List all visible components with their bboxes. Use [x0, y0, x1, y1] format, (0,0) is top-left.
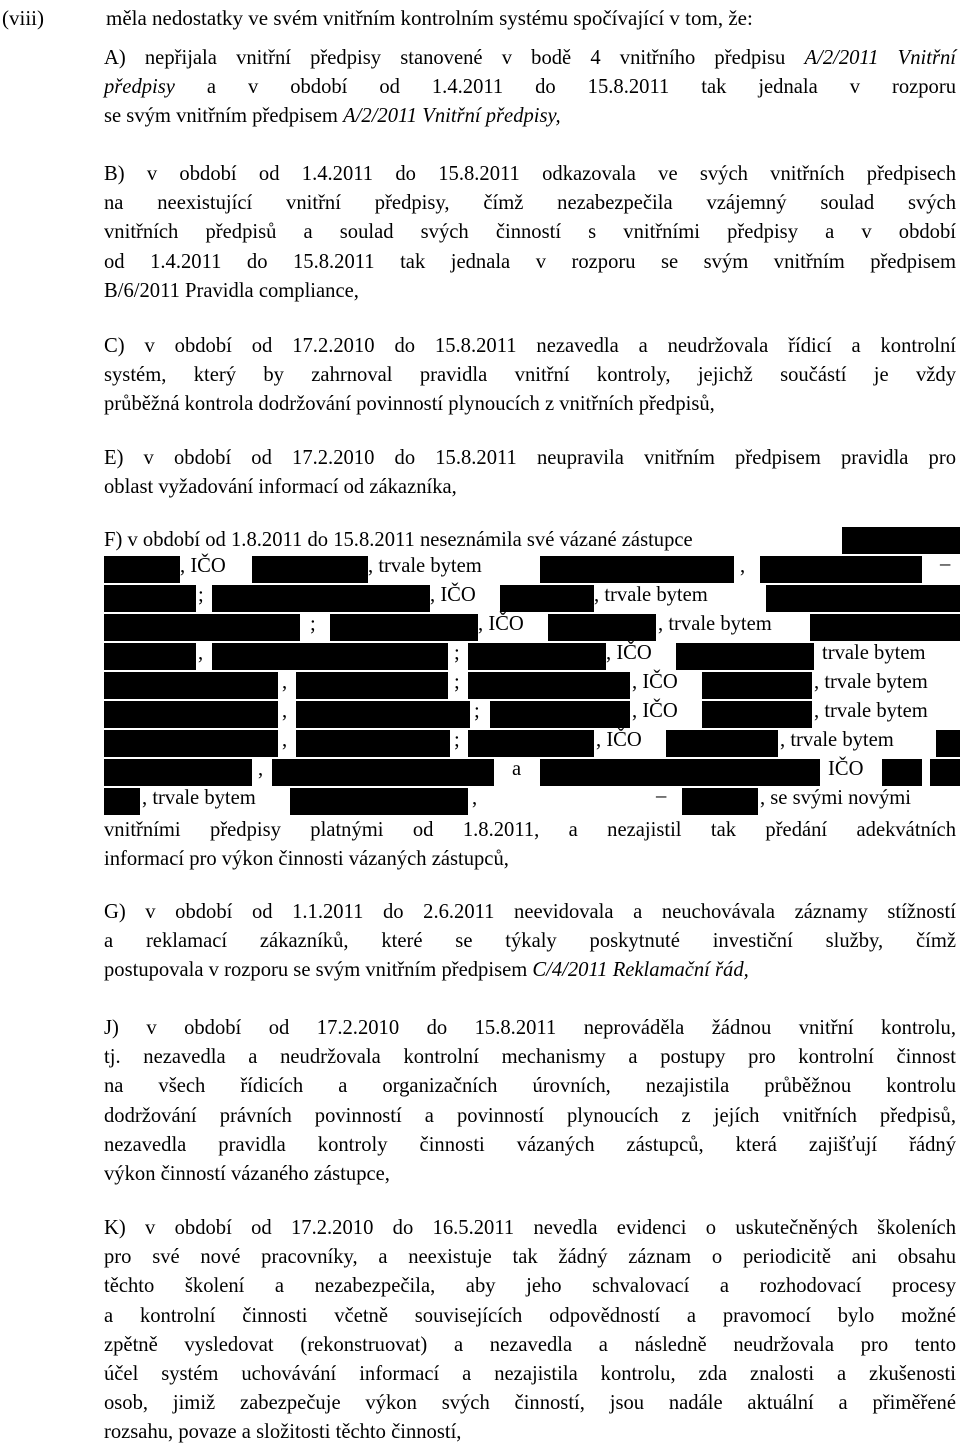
redaction-block — [296, 701, 470, 728]
redaction-block — [272, 759, 494, 786]
section-f-line-end-2: vnitřními předpisy platnými od 1.8.2011, a nezajistil tak předání adekvátních — [104, 819, 956, 841]
section-e-line-2: oblast vyžadování informací od zákazníka, — [104, 476, 457, 499]
redacted-line-7-trvale: , trvale bytem — [814, 700, 928, 722]
section-a-line-2: předpisy a v období od 1.4.2011 do 15.8.2011 tak jednala v rozporu — [104, 76, 956, 99]
section-a — [104, 44, 956, 132]
redaction-block — [290, 788, 468, 815]
section-k-line-8: rozsahu, povaze a složitosti těchto činností, — [104, 1421, 462, 1444]
redacted-line-9-ico: IČO — [828, 758, 864, 780]
redaction-block — [104, 614, 300, 641]
redaction-block — [540, 556, 734, 583]
redaction-block — [760, 556, 922, 583]
redacted-line-8-trvale: , trvale bytem — [780, 729, 894, 751]
redacted-line-5-semicolon: ; — [454, 642, 460, 664]
redaction-block — [212, 585, 430, 612]
section-f-tail — [104, 816, 956, 874]
redaction-block — [676, 643, 814, 670]
redacted-line-10-dash: – — [656, 785, 667, 807]
redaction-block — [212, 643, 448, 670]
redaction-block — [882, 759, 922, 786]
redaction-block — [104, 556, 180, 583]
redacted-line-2-ico: , IČO — [180, 555, 226, 577]
redaction-block — [296, 730, 450, 757]
redacted-line-10-trvale: , trvale bytem — [142, 787, 256, 809]
section-j-line-2: tj. nezavedla a neudržovala kontrolní mechanismy a postupy pro kontrolní činnost — [104, 1046, 956, 1069]
redaction-block — [468, 672, 630, 699]
redaction-block — [104, 585, 196, 612]
redacted-line-7-comma: , — [282, 700, 288, 722]
redacted-line-5-comma: , — [198, 642, 204, 664]
redaction-block — [810, 614, 960, 641]
intro-text: měla nedostatky ve svém vnitřním kontrolním systému spočívající v tom, že: — [106, 6, 753, 30]
section-a-line-3: se svým vnitřním předpisem A/2/2011 Vnitřní předpisy, — [104, 105, 561, 128]
redaction-block — [330, 614, 478, 641]
section-c-line-3: průběžná kontrola dodržování povinností plynoucích z vnitřních předpisů, — [104, 393, 715, 416]
redacted-line-7-semicolon: ; — [474, 700, 480, 722]
redaction-block — [702, 701, 812, 728]
redaction-block — [468, 730, 594, 757]
redaction-block — [540, 759, 820, 786]
redacted-line-4-trvale: , trvale bytem — [658, 613, 772, 635]
redacted-line-6-comma: , — [282, 671, 288, 693]
section-c — [104, 332, 956, 420]
redaction-block — [936, 730, 960, 757]
redaction-block — [104, 672, 278, 699]
section-j-line-4: dodržování právních povinností a povinností plynoucích z jejích vnitřních předpisů, — [104, 1104, 956, 1127]
section-k-line-2: pro své nové pracovníky, a neexistuje tak žádný záznam o periodicitě ani obsahu — [104, 1246, 956, 1269]
redaction-block — [252, 556, 368, 583]
section-k-line-1: K) v období od 17.2.2010 do 16.5.2011 nevedla evidenci o uskutečněných školeních — [104, 1217, 956, 1239]
section-b-line-3: vnitřních předpisů a soulad svých činností s vnitřními předpisy a v období — [104, 221, 956, 244]
section-f-line-end-3: informací pro výkon činnosti vázaných zástupců, — [104, 848, 509, 871]
section-g-line-1: G) v období od 1.1.2011 do 2.6.2011 neevidovala a neuchovávala záznamy stížností — [104, 901, 956, 923]
section-k-line-7: osob, jimiž zabezpečuje výkon svých činností, jsou nadále aktuální a přiměřené — [104, 1392, 956, 1415]
section-j-line-3: na všech řídicích a organizačních úrovních, nezajistila průběžnou kontrolu — [104, 1075, 956, 1098]
section-c-line-2: systém, který by zahrnoval pravidla vnitřní kontroly, jejichž součástí je vždy — [104, 364, 956, 387]
redaction-block — [104, 701, 278, 728]
redacted-line-6-semicolon: ; — [454, 671, 460, 693]
redaction-block — [842, 527, 960, 554]
section-b-line-4: od 1.4.2011 do 15.8.2011 tak jednala v rozporu se svým vnitřním předpisem — [104, 250, 956, 273]
section-b — [104, 160, 956, 306]
section-j-line-6: výkon činností vázaného zástupce, — [104, 1163, 390, 1186]
redaction-block — [468, 643, 606, 670]
redaction-block — [104, 643, 196, 670]
redaction-block — [682, 788, 758, 815]
section-k-line-3: těchto školení a nezabezpečila, aby jeho schvalovací a rozhodovací procesy — [104, 1275, 956, 1298]
redacted-line-4-semicolon: ; — [310, 613, 316, 635]
section-k-line-6: účel systém uchovávání informací a nezajistila kontrolu, zda znalosti a zkušenosti — [104, 1363, 956, 1386]
redacted-line-5-trvale: trvale bytem — [822, 642, 926, 664]
redacted-line-3-semicolon: ; — [198, 584, 204, 606]
section-e-line-1: E) v období od 17.2.2010 do 15.8.2011 neupravila vnitřním předpisem pravidla pro — [104, 447, 956, 469]
item-number: (viii) — [2, 6, 44, 30]
section-j-line-1: J) v období od 17.2.2010 do 15.8.2011 neprováděla žádnou vnitřní kontrolu, — [104, 1017, 956, 1039]
redacted-line-3-ico: , IČO — [430, 584, 476, 606]
redaction-block — [930, 759, 960, 786]
redacted-line-8-semicolon: ; — [454, 729, 460, 751]
section-f-line-1: F) v období od 1.8.2011 do 15.8.2011 neseznámila své vázané zástupce — [104, 529, 693, 551]
redacted-line-9-comma: , — [258, 758, 264, 780]
section-e — [104, 444, 956, 502]
redaction-block — [702, 672, 812, 699]
redaction-block — [666, 730, 778, 757]
section-c-line-1: C) v období od 17.2.2010 do 15.8.2011 nezavedla a neudržovala řídicí a kontrolní — [104, 335, 956, 357]
redacted-line-4-ico: , IČO — [478, 613, 524, 635]
section-k — [104, 1214, 956, 1448]
redacted-line-6-ico: , IČO — [632, 671, 678, 693]
section-b-line-5: B/6/2011 Pravidla compliance, — [104, 279, 359, 302]
redacted-line-9-and: a — [512, 758, 522, 780]
redaction-block — [766, 585, 960, 612]
redaction-block — [296, 672, 448, 699]
redacted-line-2-dash: – — [940, 553, 951, 575]
section-g — [104, 898, 956, 986]
section-j-line-5: nezavedla pravidla kontroly činnosti vázaných zástupců, která zajišťují řádný — [104, 1133, 956, 1156]
redacted-line-3-trvale: , trvale bytem — [594, 584, 708, 606]
redaction-block — [104, 788, 140, 815]
redacted-line-2-trvale: , trvale bytem — [368, 555, 482, 577]
section-b-line-2: na neexistující vnitřní předpisy, čímž nezabezpečila vzájemný soulad svých — [104, 192, 956, 215]
section-g-line-3: postupovala v rozporu se svým vnitřním předpisem C/4/2011 Reklamační řád, — [104, 959, 749, 982]
redaction-block — [490, 701, 630, 728]
redaction-block — [500, 585, 594, 612]
redacted-line-7-ico: , IČO — [632, 700, 678, 722]
section-b-line-1: B) v období od 1.4.2011 do 15.8.2011 odkazovala ve svých vnitřních předpisech — [104, 163, 956, 185]
section-a-line-1: A) nepřijala vnitřní předpisy stanovené v bodě 4 vnitřního předpisu A/2/2011 Vnitřní — [104, 47, 956, 69]
redaction-block — [104, 730, 278, 757]
redacted-line-10-end: , se svými novými — [760, 787, 912, 809]
section-j — [104, 1014, 956, 1189]
redacted-line-10-comma: , — [472, 787, 478, 809]
section-g-line-2: a reklamací zákazníků, které se týkaly poskytnuté investiční služby, čímž — [104, 930, 956, 953]
redacted-line-2-comma: , — [740, 555, 746, 577]
redacted-line-8-ico: , IČO — [596, 729, 642, 751]
section-k-line-4: a kontrolní činnosti včetně souvisejících odpovědností a pravomocí bylo možné — [104, 1304, 956, 1327]
redaction-block — [548, 614, 656, 641]
redacted-line-6-trvale: , trvale bytem — [814, 671, 928, 693]
redacted-line-5-ico: , IČO — [606, 642, 652, 664]
section-k-line-5: zpětně vysledovat (rekonstruovat) a nezavedla a následně neudržovala pro tento — [104, 1333, 956, 1356]
redaction-block — [104, 759, 252, 786]
redacted-line-8-comma: , — [282, 729, 288, 751]
